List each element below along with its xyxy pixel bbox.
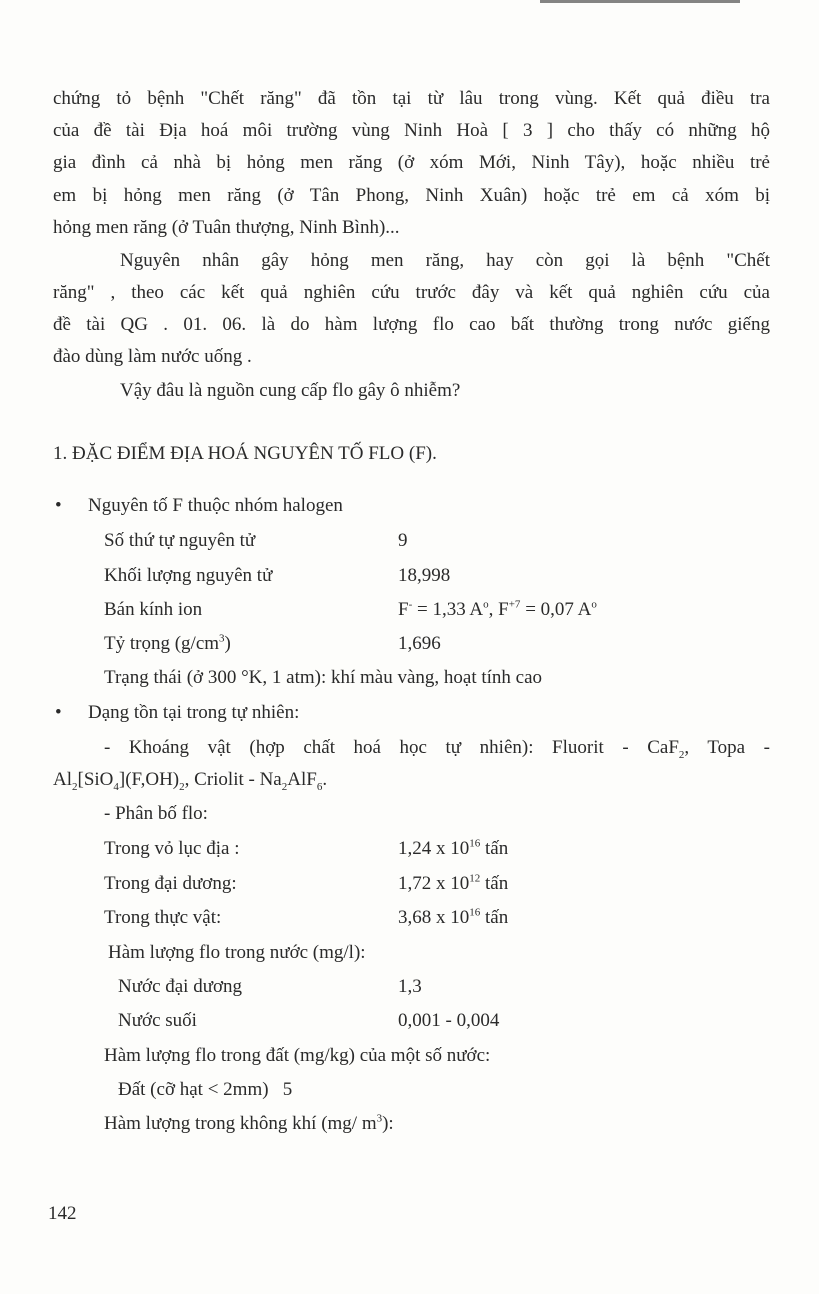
soil-title: Hàm lượng flo trong đất (mg/kg) của một số nước: [104, 1045, 491, 1066]
property-row [104, 599, 770, 621]
water-title: Hàm lượng flo trong nước (mg/l): [108, 942, 366, 963]
text-line: Nguyên nhân gây hỏng men răng, hay còn gọi là bệnh "Chết [120, 250, 770, 271]
property-value: 1,696 [398, 633, 441, 654]
text-line: em bị hỏng men răng (ở Tân Phong, Ninh Xuân) hoặc trẻ em cả xóm bị [53, 185, 770, 206]
property-row [104, 633, 770, 655]
water-row: Nước suối 0,001 - 0,004 [118, 1010, 500, 1031]
property-value: 9 [398, 530, 408, 551]
property-row [104, 530, 770, 552]
text-line: đề tài QG . 01. 06. là do hàm lượng flo cao bất thường trong nước giếng [53, 314, 770, 335]
bullet-icon: • [55, 702, 62, 723]
property-label: Bán kính ion [104, 599, 203, 620]
property-value: 18,998 [398, 565, 451, 586]
property-label: Khối lượng nguyên tử [104, 565, 273, 586]
text-line: hỏng men răng (ở Tuân thượng, Ninh Bình)... [53, 217, 400, 238]
minerals-line: $Al_2[SiO_4](F,OH)_2$, Criolit - $Na_2AlF_6$. [53, 769, 328, 793]
property-value: F- = 1,33 $A^o$, $F^{+7} = 0,07$ $A^o$ [398, 598, 597, 620]
text-line: chứng tỏ bệnh "Chết răng" đã tồn tại từ lâu trong vùng. Kết quả điều tra [53, 88, 770, 109]
property-label: Tỷ trọng $(g/cm^3)$ [104, 632, 231, 654]
text-line: đào dùng làm nước uống . [53, 346, 252, 367]
distribution-row: Trong vỏ lục địa : 1,24 x $10^{16}$ tấn [104, 837, 509, 859]
water-row: Nước đại dương 1,3 [118, 976, 422, 997]
distribution-title: - Phân bố flo: [104, 803, 208, 824]
page-number: 142 [48, 1203, 77, 1224]
question: Vậy đâu là nguồn cung cấp flo gây ô nhiễm? [120, 380, 461, 401]
section-heading: 1. ĐẶC ĐIỂM ĐỊA HOÁ NGUYÊN TỐ FLO (F). [53, 443, 437, 464]
minerals-line: - Khoáng vật (hợp chất hoá học tự nhiên): Fluorit - CaF$_2$, Topa - [104, 737, 770, 761]
bullet-item: Nguyên tố F thuộc nhóm halogen [88, 495, 343, 516]
state-row: Trạng thái (ở 300 °K, 1 atm): khí màu vàng, hoạt tính cao [104, 667, 543, 688]
text-line: của đề tài Địa hoá môi trường vùng Ninh Hoà [ 3 ] cho thấy có những hộ [53, 120, 770, 141]
property-label: Số thứ tự nguyên tử [104, 530, 256, 551]
air-title: Hàm lượng trong không khí (mg/ $m^3$): [104, 1112, 394, 1134]
soil-row: Đất (cỡ hạt < 2mm) 5 [118, 1079, 293, 1100]
text-line: gia đình cả nhà bị hỏng men răng (ở xóm Mới, Ninh Tây), hoặc nhiều trẻ [53, 152, 770, 173]
text-line: răng" , theo các kết quả nghiên cứu trước đây và kết quả nghiên cứu của [53, 282, 770, 303]
distribution-row: Trong thực vật: 3,68 x $10^{16}$ tấn [104, 906, 509, 928]
scan-edge [540, 0, 740, 3]
property-row [104, 565, 770, 587]
distribution-row: Trong đại dương: 1,72 x $10^{12}$ tấn [104, 872, 509, 894]
bullet-item: Dạng tồn tại trong tự nhiên: [88, 702, 300, 723]
bullet-icon: • [55, 495, 62, 516]
